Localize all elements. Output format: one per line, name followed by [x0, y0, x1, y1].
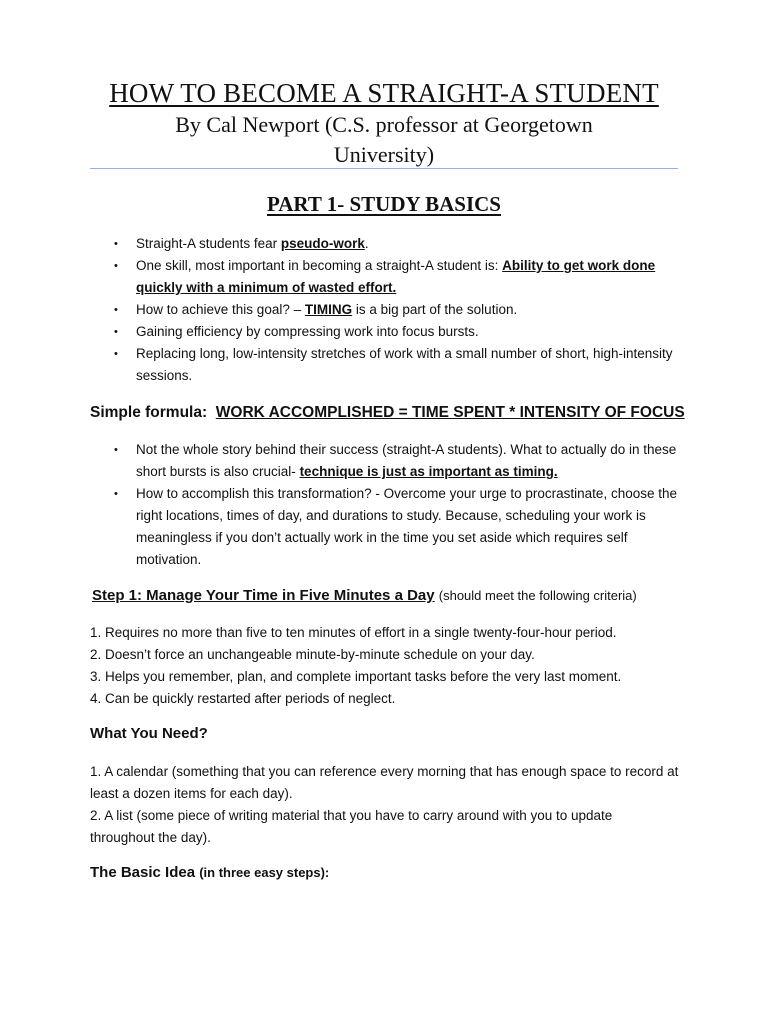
bullet-icon: • — [114, 238, 118, 250]
step1-note: (should meet the following criteria) — [438, 588, 637, 603]
list-item: • How to accomplish this transformation? - Overcome your urge to procrastinate, choose the right locations, times of day, and durations to study. Because, scheduling your work is meaningless if you don’t actually work in the time you set aside which requires self motivation. — [112, 483, 677, 571]
list-item: • Gaining efficiency by compressing work into focus bursts. — [112, 321, 677, 343]
bullet-icon: • — [114, 326, 118, 338]
formula-label: Simple formula: — [90, 404, 208, 421]
what-you-need-heading: What You Need? — [90, 725, 208, 742]
step1-heading — [92, 585, 637, 607]
document-subtitle: By Cal Newport (C.S. professor at Georgetown University) — [175, 112, 593, 167]
formula-text: WORK ACCOMPLISHED = TIME SPENT * INTENSITY OF FOCUS — [215, 404, 685, 421]
bullet-icon: • — [114, 348, 118, 360]
emphasis: technique is just as important as timing. — [299, 464, 558, 479]
list-item: • How to achieve this goal? – TIMING is a big part of the solution. — [112, 299, 677, 321]
list-item: 2. Doesn’t force an unchangeable minute-by-minute schedule on your day. — [90, 647, 535, 662]
list-item: • One skill, most important in becoming a straight-A student is: Ability to get work done quickly with a minimum of wasted effort. — [112, 255, 677, 299]
title-divider — [90, 168, 678, 169]
bullet-icon: • — [114, 260, 118, 272]
basic-idea-heading — [90, 862, 329, 884]
emphasis: Ability to get work done quickly with a minimum of wasted effort. — [136, 258, 656, 295]
list-item: • Replacing long, low-intensity stretches of work with a small number of short, high-intensity sessions. — [112, 343, 677, 387]
list-item: 1. Requires no more than five to ten minutes of effort in a single twenty-four-hour period. — [90, 625, 617, 640]
document-title: HOW TO BECOME A STRAIGHT-A STUDENT — [109, 78, 659, 108]
bullet-icon: • — [114, 488, 118, 500]
list-item: 2. A list (some piece of writing material that you have to carry around with you to update throughout the day). — [90, 808, 613, 845]
basic-idea-label: The Basic Idea — [90, 864, 196, 881]
emphasis: pseudo-work — [280, 236, 365, 251]
needs-list — [90, 761, 680, 849]
emphasis: TIMING — [304, 302, 353, 317]
bullet-icon: • — [114, 304, 118, 316]
step1-label: Step 1: Manage Your Time in Five Minutes a Day — [92, 587, 435, 604]
basic-idea-note: (in three easy steps): — [199, 865, 330, 880]
list-item: • Straight-A students fear pseudo-work. — [112, 233, 677, 255]
bullet-icon: • — [114, 444, 118, 456]
study-basics-list — [112, 233, 677, 387]
list-item: 4. Can be quickly restarted after periods of neglect. — [90, 691, 396, 706]
part-heading: PART 1- STUDY BASICS — [266, 192, 501, 216]
criteria-list — [90, 622, 680, 710]
list-item: 1. A calendar (something that you can reference every morning that has enough space to record at least a dozen items for each day). — [90, 764, 679, 801]
list-item: 3. Helps you remember, plan, and complete important tasks before the very last moment. — [90, 669, 622, 684]
list-item: • Not the whole story behind their success (straight-A students). What to actually do in these short bursts is also crucial- technique is just as important as timing. — [112, 439, 677, 483]
success-notes-list — [112, 439, 677, 571]
formula-line — [90, 402, 685, 424]
